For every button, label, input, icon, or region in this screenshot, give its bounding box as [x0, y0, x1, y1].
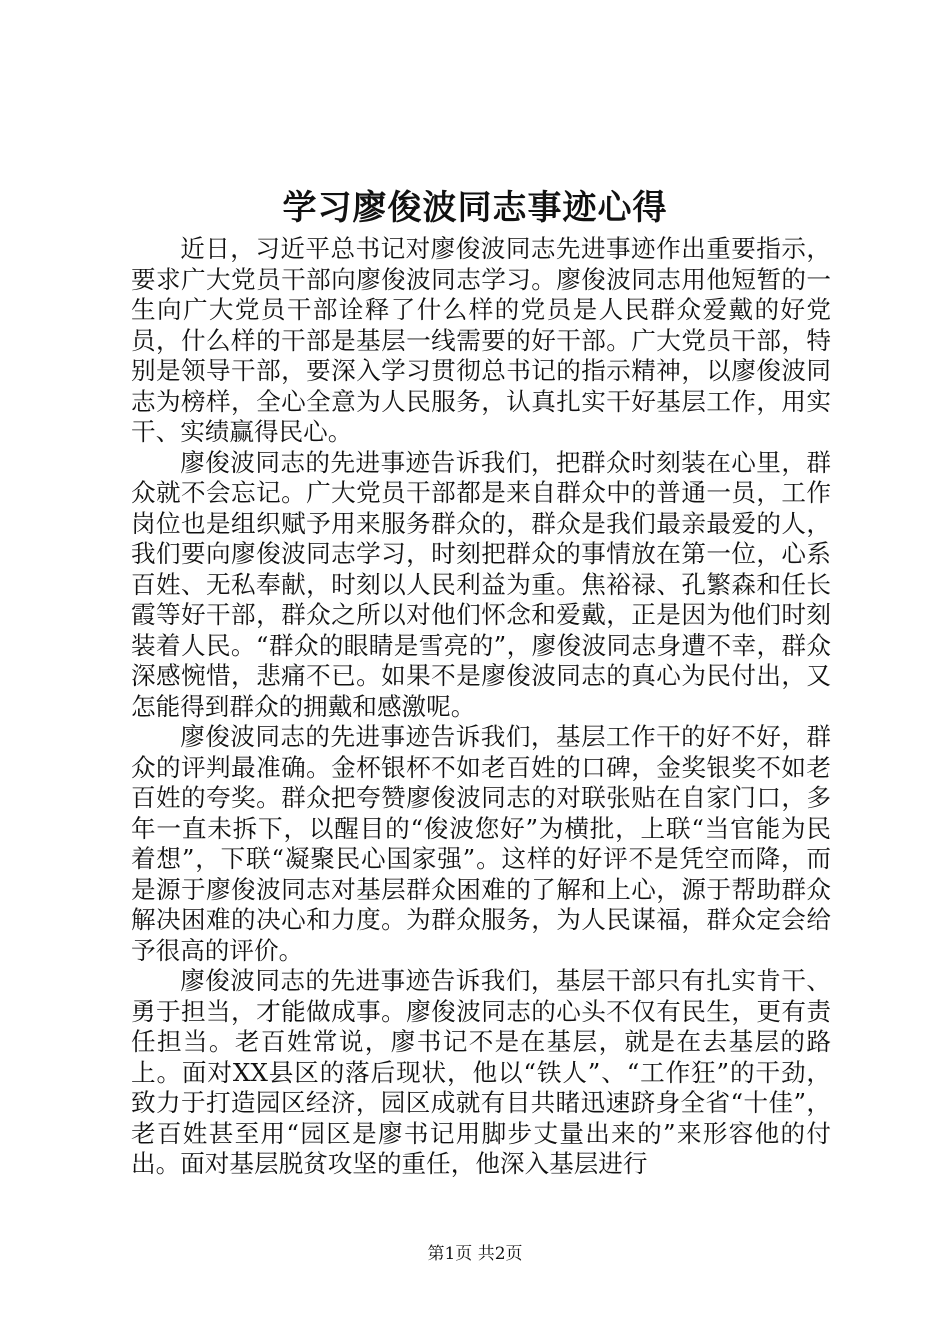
paragraph: 廖俊波同志的先进事迹告诉我们，基层干部只有扎实肯干、勇于担当，才能做成事。廖俊波同志的心头不仅有民生，更有责任担当。老百姓常说，廖书记不是在基层，就是在去基层的路上。面对XX县区的落后现状，他以“铁人”、“工作狂”的干劲，致力于打造园区经济，园区成就有目共睹迅速跻身全省“十佳”，老百姓甚至用“园区是廖书记用脚步丈量出来的”来形容他的付出。面对基层脱贫攻坚的重任，他深入基层进行: [131, 966, 831, 1178]
document-body: [131, 234, 831, 1180]
paragraph: 廖俊波同志的先进事迹告诉我们，基层工作干的好不好，群众的评判最准确。金杯银杯不如老百姓的口碑，金奖银奖不如老百姓的夸奖。群众把夸赞廖俊波同志的对联张贴在自家门口，多年一直未拆下，以醒目的“俊波您好”为横批，上联“当官能为民着想”，下联“凝聚民心国家强”。这样的好评不是凭空而降，而是源于廖俊波同志对基层群众困难的了解和上心，源于帮助群众解决困难的决心和力度。为群众服务，为人民谋福，群众定会给予很高的评价。: [131, 722, 831, 965]
page-number-footer: 第1页 共2页: [427, 1244, 523, 1264]
document-title: 学习廖俊波同志事迹心得: [282, 188, 668, 228]
paragraph: 近日，习近平总书记对廖俊波同志先进事迹作出重要指示，要求广大党员干部向廖俊波同志学习。廖俊波同志用他短暂的一生向广大党员干部诠释了什么样的党员是人民群众爱戴的好党员，什么样的干部是基层一线需要的好干部。广大党员干部，特别是领导干部，要深入学习贯彻总书记的指示精神，以廖俊波同志为榜样，全心全意为人民服务，认真扎实干好基层工作，用实干、实绩赢得民心。: [131, 234, 831, 446]
paragraph: 廖俊波同志的先进事迹告诉我们，把群众时刻装在心里，群众就不会忘记。广大党员干部都是来自群众中的普通一员，工作岗位也是组织赋予用来服务群众的，群众是我们最亲最爱的人，我们要向廖俊波同志学习，时刻把群众的事情放在第一位，心系百姓、无私奉献，时刻以人民利益为重。焦裕禄、孔繁森和任长霞等好干部，群众之所以对他们怀念和爱戴，正是因为他们时刻装着人民。“群众的眼睛是雪亮的”，廖俊波同志身遭不幸，群众深感惋惜，悲痛不已。如果不是廖俊波同志的真心为民付出，又怎能得到群众的拥戴和感激呢。: [131, 447, 831, 721]
